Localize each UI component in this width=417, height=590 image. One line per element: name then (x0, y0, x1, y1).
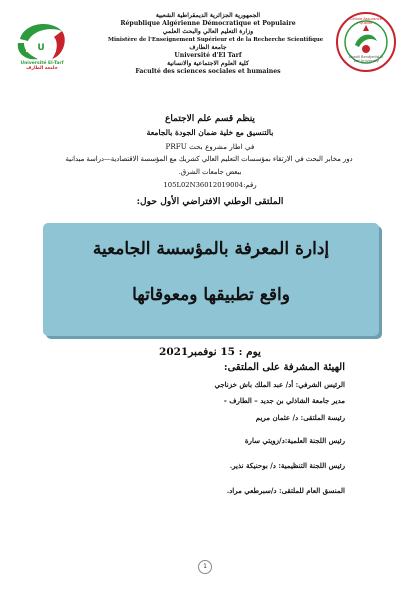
svg-text:U: U (37, 43, 45, 53)
republic-ar: الجمهورية الجزائرية الديمقراطية الشعبية (155, 12, 261, 19)
republic-fr: République Algérienne Démocratique et Populaire (120, 20, 296, 27)
organizing-committee-chair: رئيس اللجنة التنظيمية: د/ بوحنيكة نذير. (229, 461, 345, 470)
conference-subtitle: واقع تطبيقها ومعوقاتها (132, 285, 290, 305)
ministry-ar: وزارة التعليم العالي والبحث العلمي (162, 28, 254, 35)
university-logo-left (12, 17, 72, 75)
organizer-line: ينظم قسم علم الاجتماع (165, 114, 255, 124)
institution-header (108, 12, 324, 76)
logo-caption-fr: Université El-Tarf (20, 61, 64, 66)
forum-heading: الملتقى الوطني الافتراضي الأول حول: (136, 196, 284, 207)
quality-cell-logo (335, 11, 397, 73)
forum-president: رئيسة الملتقى: د/ عثمان مريم (255, 413, 345, 422)
prfu-line: في اطار مشروع بحث PRFU (165, 142, 255, 151)
seal-inner-text: Cellule Assurance Qualité (350, 17, 382, 25)
scientific-committee-chair: رئيس اللجنة العلمية:د/زويتي سارة (244, 436, 345, 445)
general-coordinator: المنسق العام للملتقى: د/سبرطعي مراد. (226, 486, 345, 495)
project-title: دور مخابر البحث في الارتقاء بمؤسسات التعليم العالي كشريك مع المؤسسة الاقتصادية—دراسة ميدانية (65, 155, 353, 163)
faculty-ar: كلية العلوم الاجتماعية والانسانية (167, 60, 249, 67)
university-fr: Université d'El Tarf (174, 52, 242, 59)
coordination-line: بالتنسيق مع خلية ضمان الجودة بالجامعة (146, 128, 274, 137)
logo-caption-ar: جامعة الطارف (26, 66, 58, 71)
university-ar: جامعة الطارف (189, 44, 227, 51)
conference-title: إدارة المعرفة بالمؤسسة الجامعية (92, 239, 330, 259)
event-date: يوم : 15 نوفمبر2021 (159, 346, 261, 358)
project-code: رقم:105L02N36012019004 (163, 181, 257, 189)
title-banner (43, 223, 379, 336)
ministry-fr: Ministère de l'Enseignement Supérieur et de la Recherche Scientifique (108, 37, 324, 43)
seal-ring-text: Chadli Bendjedid El Tarf University (348, 55, 384, 63)
page-number: 1 (198, 560, 212, 574)
project-scope: ببعض جامعات الشرق. (178, 168, 242, 176)
honorary-president: الرئيس الشرفي: أد/ عبد الملك باش خزناجي (214, 380, 345, 389)
faculty-fr: Faculté des sciences sociales et humaines (135, 68, 281, 75)
university-director: مدير جامعة الشاذلي بن جديد – الطارف - (223, 396, 345, 405)
committee-heading: الهيئة المشرفة على الملتقى: (223, 362, 345, 373)
